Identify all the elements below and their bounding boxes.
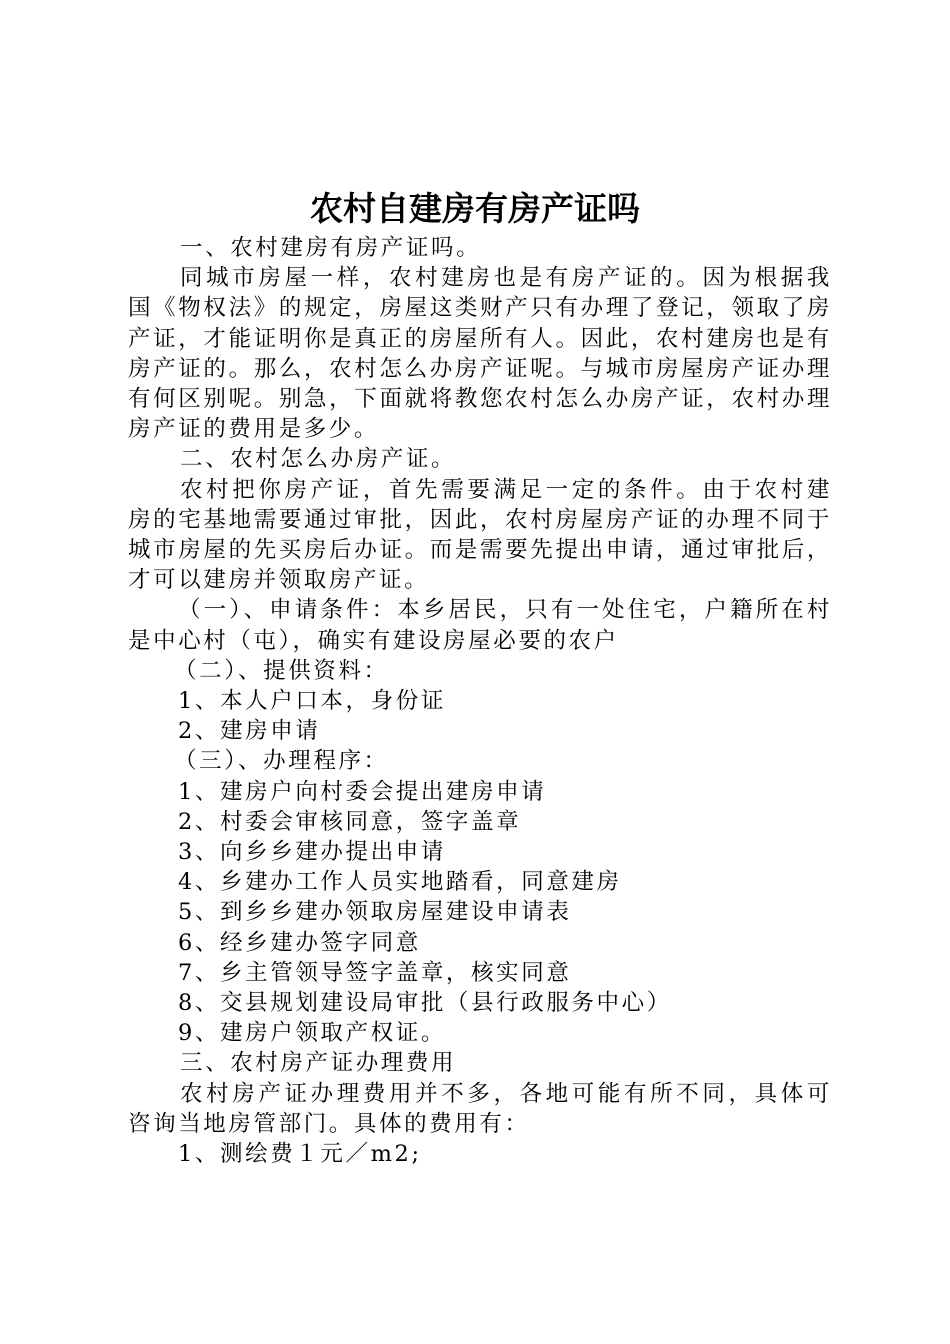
list-item: 5、到乡乡建办领取房屋建设申请表 (178, 899, 572, 926)
section-heading-3: 三、农村房产证办理费用 (180, 1050, 457, 1077)
list-item: 2、建房申请 (178, 718, 321, 745)
list-item: 1、测绘费１元／m2; (178, 1141, 422, 1168)
list-item: 3、向乡乡建办提出申请 (178, 839, 446, 866)
paragraph-intro: 同城市房屋一样，农村建房也是有房产证的。因为根据我国《物权法》的规定，房屋这类财产只有办理了登记，领取了房产证，才能证明你是真正的房屋所有人。因此，农村建房也是有房产证的。那么，农村怎么办房产证呢。与城市房屋房产证办理有何区别呢。别急，下面就将教您农村怎么办房产证，农村办理房产证的费用是多少。 (128, 265, 832, 443)
paragraph-how-to: 农村把你房产证，首先需要满足一定的条件。由于农村建房的宅基地需要通过审批，因此，农村房屋房产证的办理不同于城市房屋的先买房后办证。而是需要先提出申请，通过审批后，才可以建房并领取房产证。 (128, 476, 832, 594)
paragraph-fees: 农村房产证办理费用并不多，各地可能有所不同，具体可咨询当地房管部门。具体的费用有： (128, 1080, 832, 1137)
list-item: 4、乡建办工作人员实地踏看，同意建房 (178, 869, 622, 896)
subsection-materials: （二）、提供资料： (174, 657, 389, 684)
list-item: 1、本人户口本，身份证 (178, 688, 446, 715)
list-item: 2、村委会审核同意，签字盖章 (178, 808, 522, 835)
subsection-conditions: （一）、申请条件：本乡居民，只有一处住宅，户籍所在村是中心村（屯），确实有建设房屋必要的农户 (128, 597, 832, 654)
list-item: 8、交县规划建设局审批（县行政服务中心） (178, 990, 672, 1017)
list-item: 9、建房户领取产权证。 (178, 1020, 446, 1047)
list-item: 1、建房户向村委会提出建房申请 (178, 778, 547, 805)
document-title: 农村自建房有房产证吗 (310, 189, 640, 228)
section-heading-2: 二、农村怎么办房产证。 (180, 446, 457, 473)
section-heading-1: 一、农村建房有房产证吗。 (180, 235, 482, 261)
document-body (128, 233, 832, 1169)
subsection-procedure: （三）、办理程序： (174, 748, 389, 775)
list-item: 7、乡主管领导签字盖章，核实同意 (178, 959, 572, 986)
list-item: 6、经乡建办签字同意 (178, 929, 421, 956)
